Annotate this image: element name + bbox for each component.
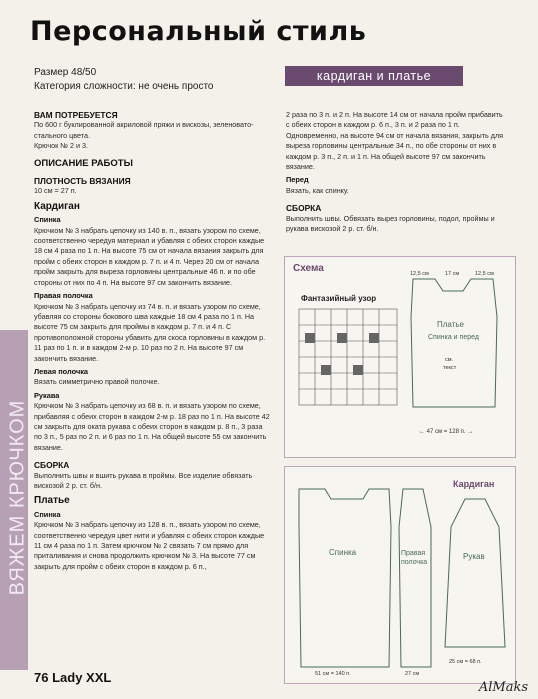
pattern-blocks [305,333,379,375]
density-heading: ПЛОТНОСТЬ ВЯЗАНИЯ [34,176,131,187]
signature: AlMaks [478,680,528,695]
dress-heading: Платье [34,495,70,507]
sleeve-width-label: 25 см = 68 п. [449,659,482,665]
cardigan-diagram [284,466,516,684]
top-b-label: 17 см [445,271,460,277]
dress-outline [411,279,497,407]
scheme-bottom-label: ← 47 см = 128 п. → [419,429,474,435]
pattern-label: Фантазийный узор [301,294,377,303]
left-column [34,110,272,572]
scheme-title: Схема [293,263,324,274]
sleeves-heading: Рукава [34,390,60,400]
dress-back-heading: Спинка [34,509,61,519]
right-shelf-text: Крючком № 3 набрать цепочку из 74 в. п. и вязать узором по схеме, убавляя со стороны бокового шва каждые 18 см 4 раза по 1 п. На высоте 75 см закрыть для проймы в каждом р. 7 п. и 4 п. С противоположной стороны убавить для скоса горловины в каждом р. 11 раз по 1 п. и в каждом 2-м р. 10 раз по 2 п. На высоте 97 см закончить вязание. [34,301,266,363]
text-label: текст [443,365,457,371]
continued-text: 2 раза по 3 п. и 2 п. На высоте 14 см от начала пройм прибавить с обеих сторон в каждом р. 6 п., 3 п. и 2 раза по 1 п. Одновременно, на высоте 94 см от начала вязания, закрыть для выреза горловины центральные 34 п., по обе стороны от них в каждом р. 3 п., 2 п. и 1 п. На общей высоте 97 см закончить вязание. [286,110,504,172]
shelf-outline [399,489,431,667]
desc-heading: ОПИСАНИЕ РАБОТЫ [34,157,133,169]
right-column [286,110,508,234]
need-heading: ВАМ ПОТРЕБУЕТСЯ [34,110,118,120]
shelf-width-label: 27 см [405,671,420,677]
top-a-label: 12,5 см [410,271,429,277]
sleeve-label: Рукав [463,552,485,561]
scheme-drawing [285,257,515,457]
banner: кардиган и платье [285,66,463,86]
back-heading: Спинка [34,215,61,225]
dress-assembly-text: Выполнить швы. Обвязать вырез горловины, подол, проймы и рукава вискозой 2 р. ст. б/н. [286,213,495,234]
dress-back-text: Крючком № 3 набрать цепочку из 128 в. п., вязать узором по схеме, соответственно чередуя цвет нити и убавляя с обеих сторон каждые 11 см 4 раза по 1 п. Затем крючком № 2 связать 7 см прямо для приталивания и снова продолжить крючком № 3. На высоте 77 см закрыть для пройм с обеих сторон в каждом р. 6 п., [34,520,265,571]
sleeve-outline [445,499,505,647]
left-shelf-heading: Левая полочка [34,366,89,376]
meta-block [34,66,213,94]
size-label: Размер 48/50 [34,67,97,78]
back-label: Спинка [329,548,357,557]
back-width-label: 51 см = 140 п. [315,671,351,677]
top-c-label: 12,5 см [475,271,494,277]
hook-text: Крючок № 2 и 3. [34,141,89,151]
shelf-label-2: полочка [401,559,428,566]
shelf-label-1: Правая [401,550,426,557]
cardigan-drawing [285,467,515,683]
left-shelf-text: Вязать симметрично правой полочке. [34,377,160,387]
need-text: По 600 г буклированной акриловой пряжи и вискозы, зеленовато-стального цвета. [34,120,254,140]
front-heading: Перед [286,175,309,185]
page-title: Персональный стиль [30,16,367,47]
assembly-text: Выполнить швы и вшить рукава в проймы. Все изделие обвязать вискозой 2 р. ст. б/н. [34,470,253,490]
difficulty-label: Категория сложности: не очень просто [34,81,214,92]
footer [34,670,111,685]
front-text: Вязать, как спинку. [286,185,349,195]
back-outline [299,489,391,667]
density-text: 10 см = 27 п. [34,186,77,196]
scheme-diagram [284,256,516,458]
assembly-heading: СБОРКА [34,460,70,471]
magazine-name: Lady XXL [52,670,112,685]
pattern-grid [299,309,397,405]
dress-assembly-heading: СБОРКА [286,203,322,214]
page-number: 76 [34,670,49,685]
cardigan-title: Кардиган [453,479,495,489]
sleeves-text: Крючком № 3 набрать цепочку из 68 в. п. и вязать узором по схеме, прибавляя с обеих сторон в каждом 2-м р. 18 раз по 1 п. На высоте 42 см закрыть для оката рукава с обеих сторон в каждом р. 8 п., 3 раза по 3 п., 5 раз по 2 п. и 6 раз по 1 п. На общей высоте 55 см закончить вязание. [34,401,270,452]
back-text: Крючком № 3 набрать цепочку из 140 в. п., вязать узором по схеме, соответственно чередуя материал и убавляя с обеих сторон каждые 18 см 4 раза по 1 п. На высоте 75 см от начала вязания закрыть для пройм с обеих сторон в каждом р. 7 п. и 4 п. Через 20 см от начала пройм закрыть для выреза горловины центральные 46 п. и по обе стороны от них по 4 п. На высоте 97 см закончить вязание. [34,225,265,287]
dress-sub-label: Спинка и перед [428,334,479,341]
see-label: см. [445,357,454,363]
dress-label: Платье [437,320,464,329]
right-shelf-heading: Правая полочка [34,291,93,301]
sidebar-text: ВЯЖЕМ КРЮЧКОМ [6,399,29,596]
cardigan-heading: Кардиган [34,200,80,212]
